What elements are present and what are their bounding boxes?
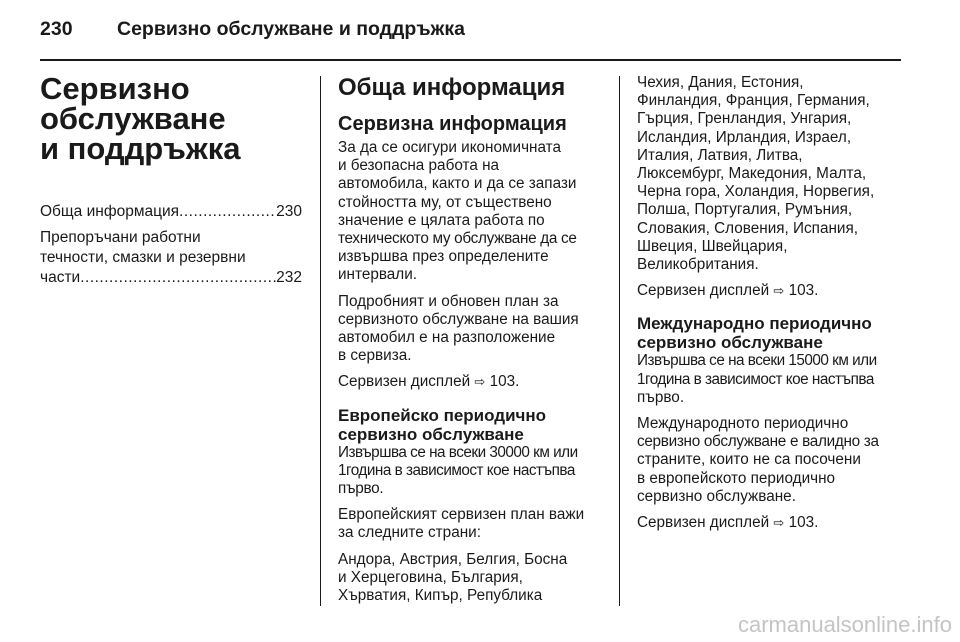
international-validity: Международното периодично сервизно обслужване е валидно за страните, които не са посочени в европейското периодично сервизно обслужване. — [637, 415, 879, 505]
chapter-column — [40, 71, 302, 288]
general-info-column — [338, 74, 604, 613]
section-title: Обща информация — [338, 74, 566, 101]
display-reference-link[interactable]: Сервизен дисплей ⇨ 103. — [338, 373, 520, 391]
european-interval: Извършва се на всеки 30000 км или 1година в зависимост кое настъпва първо. — [338, 443, 578, 498]
international-display-reference-link[interactable]: Сервизен дисплей ⇨ 103. — [637, 514, 819, 532]
international-interval: Извършва се на всеки 15000 км или 1година в зависимост кое настъпва първо. — [637, 352, 877, 406]
intro-paragraph: За да се осигури икономичната и безопасна работа на автомобила, както и да се запази стойността му, от съществено значение е цялата работа по техническото му обслужване да се извършва през определените интервали. — [338, 139, 577, 284]
european-heading: Европейско периодично сервизно обслужване — [338, 405, 547, 444]
toc-page: 230 — [276, 203, 302, 220]
toc-page: 232 — [276, 269, 302, 286]
header-divider — [40, 59, 901, 61]
arrow-right-icon: ⇨ — [773, 283, 785, 299]
section-subtitle: Сервизна информация — [338, 113, 567, 135]
arrow-right-icon: ⇨ — [474, 374, 486, 390]
table-of-contents — [40, 202, 302, 288]
page-number: 230 — [40, 18, 73, 40]
european-display-reference-link[interactable]: Сервизен дисплей ⇨ 103. — [637, 282, 819, 300]
watermark: carmanualsonline.info — [737, 612, 952, 637]
arrow-right-icon: ⇨ — [773, 515, 785, 531]
running-header — [40, 18, 465, 41]
chapter-title: Сервизно обслужване и поддръжка — [40, 71, 241, 166]
international-heading: Международно периодично сервизно обслужване — [637, 314, 872, 353]
countries-list-part-2: Чехия, Дания, Естония, Финландия, Франция, Германия, Гърция, Гренландия, Унгария, Исландия, Ирландия, Израел, Италия, Латвия, Литва, Люксембург, Македония, Малта, Черна гора, Холандия, Норвегия, Полша, Португалия, Румъния, Словакия, Словения, Испания, Швеция, Швейцария, Великобритания. — [637, 74, 875, 274]
countries-list-part-1: Андора, Австрия, Белгия, Босна и Херцеговина, България, Хърватия, Кипър, Република — [338, 550, 568, 605]
column-divider-2 — [619, 76, 620, 606]
countries-intro: Европейският сервизен план важи за следните страни: — [338, 506, 585, 542]
toc-entry-general-info[interactable]: Обща информация ..... 230 — [40, 202, 302, 222]
running-header-title: Сервизно обслужване и поддръжка — [117, 18, 465, 40]
column-divider-1 — [320, 76, 321, 606]
international-column — [637, 74, 903, 540]
toc-entry-fluids[interactable]: Препоръчани работни течности, смазки и резервни части ..... 232 — [40, 228, 302, 288]
detail-paragraph: Подробният и обновен план за сервизното обслужване на вашия автомобил е на разположение в сервиза. — [338, 292, 579, 365]
